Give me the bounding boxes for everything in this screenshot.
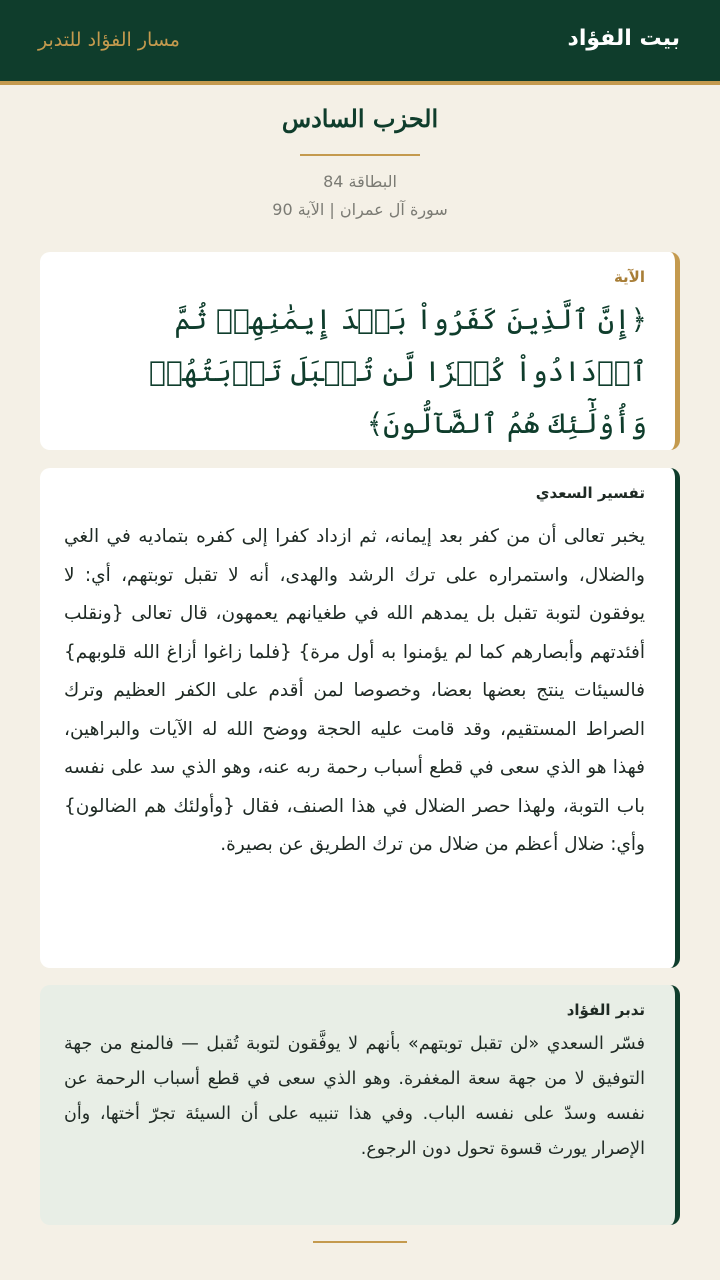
ayah-card bbox=[40, 252, 680, 450]
tafsir-text: يخبر تعالى أن من كفر بعد إيمانه، ثم ازداد كفرا إلى كفره بتماديه في الغي والضلال، واستمراره على ترك الرشد والهدى، أنه لا تقبل توبتهم، أي: لا يوفقون لتوبة تقبل بل يمدهم الله في طغيانهم يعمهون، قال تعالى {ونقلب أفئدتهم وأبصارهم كما لم يؤمنوا به أول مرة} {فلما زاغوا أزاغ الله قلوبهم} فالسيئات ينتج بعضها بعضا، وخصوصا لمن أقدم على الكفر العظيم وترك الصراط المستقيم، وقد قامت عليه الحجة ووضح الله له الآيات والبراهين، فهذا هو الذي سعى في قطع أسباب رحمة ربه عنه، وهو الذي سد على نفسه باب التوبة، ولهذا حصر الضلال في هذا الصنف، فقال {وأولئك هم الضالون} وأي: ضلال أعظم من ضلال من ترك الطريق عن بصيرة. bbox=[64, 526, 645, 855]
reflection-card bbox=[40, 985, 680, 1225]
tafsir-card bbox=[40, 468, 680, 968]
ayah-text: ﴿إِنَّ ٱلَّذِينَ كَفَرُواْ بَعۡدَ إِيمَٰنِهِمۡ ثُمَّ ٱزۡدَادُواْ كُفۡرٗا لَّن تُقۡبَلَ تَوۡبَتُهُمۡ وَأُوْلَٰٓئِكَ هُمُ ٱلضَّآلُّونَ﴾ bbox=[149, 303, 647, 440]
brand-title[interactable]: بيت الفؤاد bbox=[567, 26, 680, 51]
title-divider bbox=[300, 154, 420, 156]
surah-reference: سورة آل عمران | الآية 90 bbox=[272, 200, 448, 219]
bottom-divider bbox=[313, 1241, 407, 1243]
top-app-bar bbox=[0, 0, 720, 85]
tafsir-label: تفسير السعدي bbox=[535, 484, 645, 502]
ayah-label: الآية bbox=[613, 268, 645, 286]
reflection-label: تدبر الفؤاد bbox=[566, 1001, 645, 1019]
card-number: البطاقة 84 bbox=[323, 172, 397, 191]
hizb-title: الحزب السادس bbox=[281, 104, 439, 133]
reflection-text: فسّر السعدي «لن تقبل توبتهم» بأنهم لا يوفَّقون لتوبة تُقبل — فالمنع من جهة التوفيق لا من جهة سعة المغفرة. وهو الذي سعى في قطع أسباب الرحمة عن نفسه وسدّ على نفسه الباب. وفي هذا تنبيه على أن السيئة تجرّ أختها، وأن الإصرار يورث قسوة تحول دون الرجوع. bbox=[64, 1034, 645, 1159]
nav-link-tadabbur-path[interactable]: مسار الفؤاد للتدبر bbox=[38, 29, 180, 51]
